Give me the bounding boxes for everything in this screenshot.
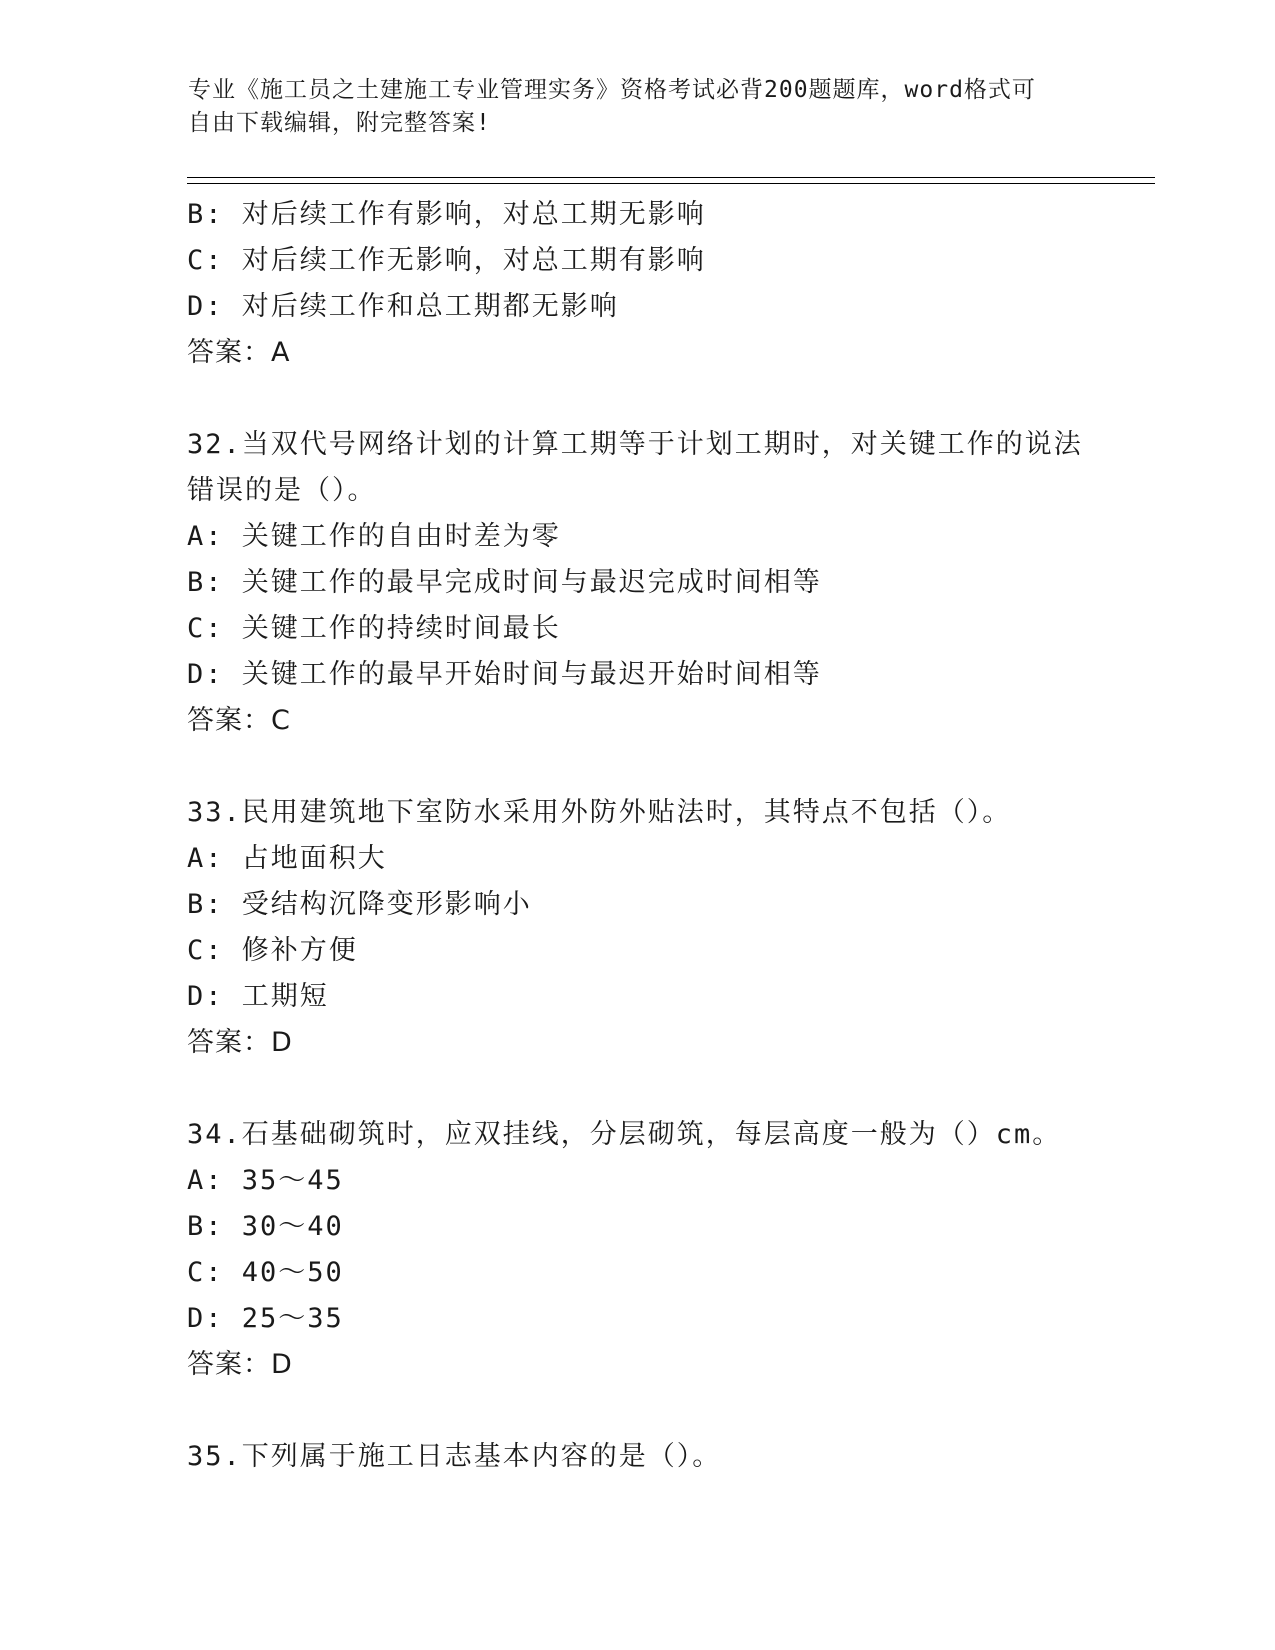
option-b: B: 对后续工作有影响，对总工期无影响	[187, 199, 706, 230]
option-c: C: 关键工作的持续时间最长	[187, 613, 561, 644]
answer: 答案：D	[187, 1027, 293, 1058]
answer: 答案：A	[187, 337, 291, 368]
header-line-2: 自由下载编辑，附完整答案!	[188, 110, 491, 136]
document-header	[188, 74, 1068, 140]
question-stem: 34.石基础砌筑时，应双挂线，分层砌筑，每层高度一般为（）cm。	[187, 1119, 1062, 1150]
option-b: B: 关键工作的最早完成时间与最迟完成时间相等	[187, 567, 822, 598]
question-stem: 32.当双代号网络计划的计算工期等于计划工期时，对关键工作的说法	[187, 429, 1083, 460]
option-d: D: 25～35	[187, 1303, 344, 1334]
option-c: C: 40～50	[187, 1257, 344, 1288]
option-d: D: 关键工作的最早开始时间与最迟开始时间相等	[187, 659, 822, 690]
option-b: B: 受结构沉降变形影响小	[187, 889, 532, 920]
question-stem: 35.下列属于施工日志基本内容的是（）。	[187, 1441, 722, 1472]
option-a: A: 35～45	[187, 1165, 344, 1196]
question-32	[187, 422, 1087, 744]
question-35	[187, 1434, 1087, 1480]
question-stem: 33.民用建筑地下室防水采用外防外贴法时，其特点不包括（）。	[187, 797, 1012, 828]
header-rule-top	[187, 177, 1155, 178]
option-c: C: 对后续工作无影响，对总工期有影响	[187, 245, 706, 276]
answer: 答案：C	[187, 705, 291, 736]
option-c: C: 修补方便	[187, 935, 358, 966]
question-stem-continued: 错误的是（）。	[187, 475, 377, 506]
question-33	[187, 790, 1087, 1066]
question-34	[187, 1112, 1087, 1388]
question-31	[187, 192, 1087, 376]
option-a: A: 占地面积大	[187, 843, 387, 874]
answer: 答案：D	[187, 1349, 293, 1380]
header-rule-bottom	[187, 183, 1155, 184]
header-line-1: 专业《施工员之土建施工专业管理实务》资格考试必背200题题库，word格式可	[188, 77, 1036, 103]
option-d: D: 工期短	[187, 981, 329, 1012]
option-a: A: 关键工作的自由时差为零	[187, 521, 561, 552]
question-list	[187, 192, 1087, 1480]
option-d: D: 对后续工作和总工期都无影响	[187, 291, 619, 322]
option-b: B: 30～40	[187, 1211, 344, 1242]
